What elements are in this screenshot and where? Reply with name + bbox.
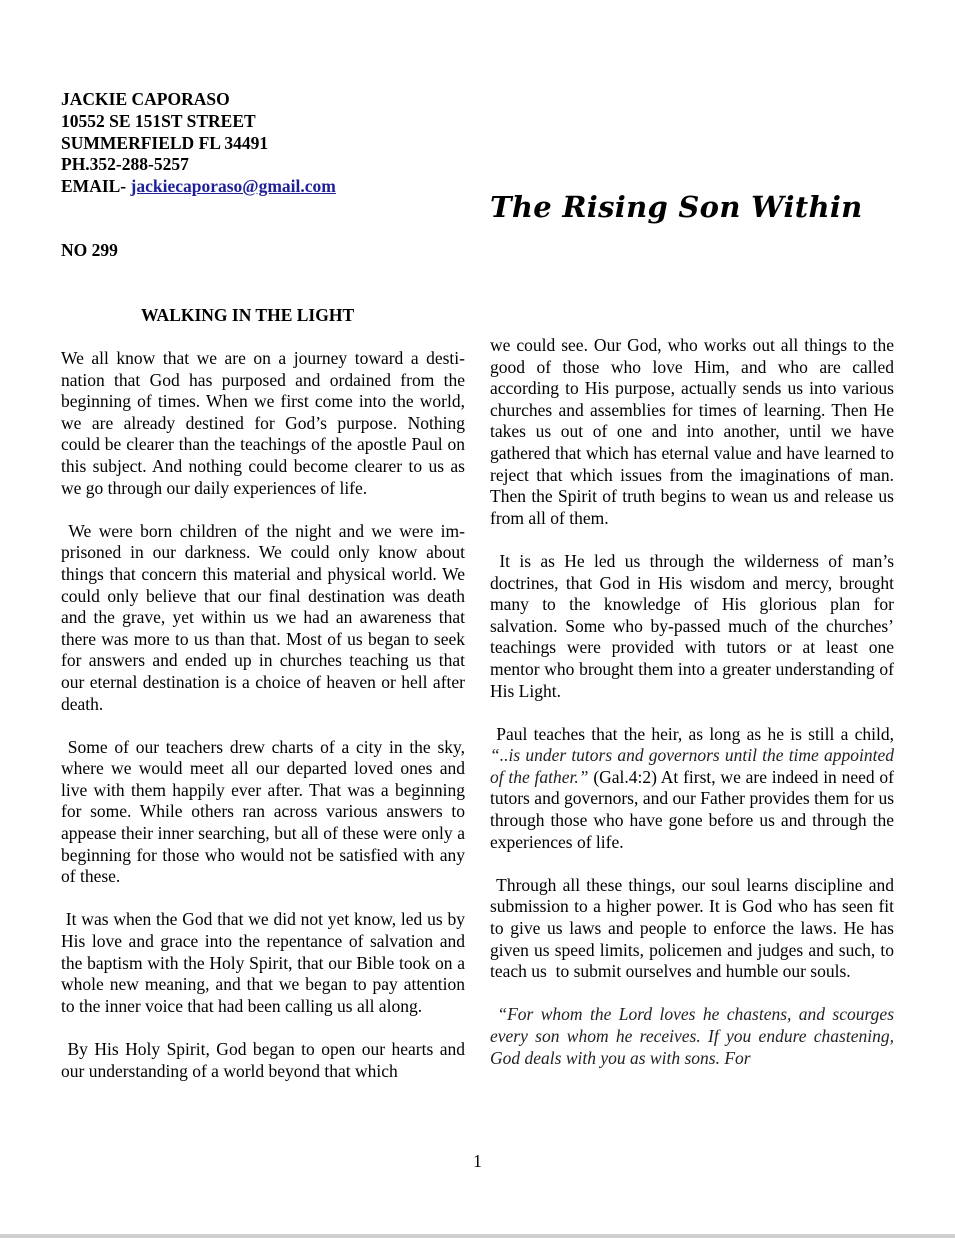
left-column xyxy=(61,348,465,1082)
paragraph: It was when the God that we did not yet know, led us by His love and grace into the repentance of salvation and the baptism with the Holy Spirit, that our Bible took on a whole new meaning, and that we began to pay attention to the inner voice that had been calling us all along. xyxy=(61,909,465,1016)
page-bottom-edge xyxy=(0,1234,955,1238)
paragraph: Through all these things, our soul learns discipline and submission to a higher power. It is God who has seen fit to give us laws and people to enforce the laws. He has given us speed limits, policemen and judges and such, to teach us to submit ourselves and humble our souls. xyxy=(490,874,894,982)
paragraph-text: (Gal.4:2) At first, we are indeed in need of tutors and governors, and our Father provides them for us through those who have gone before us and through the experiences of life. xyxy=(490,766,894,852)
email-link[interactable]: jackiecaporaso@gmail.com xyxy=(130,176,336,197)
paragraph: We were born children of the night and we were imprisoned in our darkness. We could only know about things that concern this material and physical world. We could only believe that our final destination was death and the grave, yet within us we had an awareness that there was more to us than that. Most of us began to seek for answers and ended up in churches teaching us that our eternal destination is a choice of heaven or hell after death. xyxy=(61,520,465,714)
author-city: SUMMERFIELD FL 34491 xyxy=(61,132,269,153)
paragraph: It is as He led us through the wilderness of man’s doctrines, that God in His wisdom and mercy, brought many to the knowledge of His glorious plan for salvation. Some who by-passed much of the churches’ teachings were provided with tutors or at least one mentor who brought them into a greater understanding of His Light. xyxy=(490,550,894,701)
paragraph: By His Holy Spirit, God began to open our hearts and our understanding of a world beyond that which xyxy=(61,1039,465,1081)
scripture-quote-paragraph: “For whom the Lord loves he chastens, and scourges every son whom he receives. If you endure chastening, God deals with you as with sons. For xyxy=(490,1004,894,1068)
paragraph: we could see. Our God, who works out all things to the good of those who love Him, and who are called according to His purpose, actually sends us into various churches and assemblies for times of learning. Then He takes us out of one and into another, until we have gathered that which has eternal value and have learned to reject that which issues from the imaginations of man. Then the Spirit of truth begins to wean us and release us from all of them. xyxy=(490,335,894,528)
paragraph: We all know that we are on a journey toward a destination that God has purposed and ordained from the beginning of times. When we first come into the world, we are already destined for God’s purpose. Nothing could be clearer than the teachings of the apostle Paul on this subject. And nothing could become clearer to us as we go through our daily experiences of life. xyxy=(61,348,465,498)
author-street: 10552 SE 151ST STREET xyxy=(61,110,256,131)
publication-masthead: The Rising Son Within xyxy=(490,190,863,224)
article-title: WALKING IN THE LIGHT xyxy=(141,305,355,325)
right-column xyxy=(490,335,894,1069)
page-number: 1 xyxy=(473,1151,482,1171)
paragraph: Some of our teachers drew charts of a city in the sky, where we would meet all our departed loved ones and live with them happily ever after. That was a beginning for some. While others ran across various answers to appease their inner searching, but all of these were only a beginning for those who would not be satisfied with any of these. xyxy=(61,736,465,887)
author-name: JACKIE CAPORASO xyxy=(61,89,230,109)
issue-number: NO 299 xyxy=(61,240,118,260)
email-label: EMAIL- xyxy=(61,176,127,197)
paragraph-text: Paul teaches that the heir, as long as he is still a child, xyxy=(490,723,894,744)
scripture-quote: “..is under tutors and governors until the time appointed of the father.” xyxy=(490,745,894,787)
author-phone: PH.352-288-5257 xyxy=(61,154,189,175)
author-email-line xyxy=(61,176,336,198)
paragraph-with-quote xyxy=(490,724,894,854)
author-contact-block xyxy=(61,89,336,198)
